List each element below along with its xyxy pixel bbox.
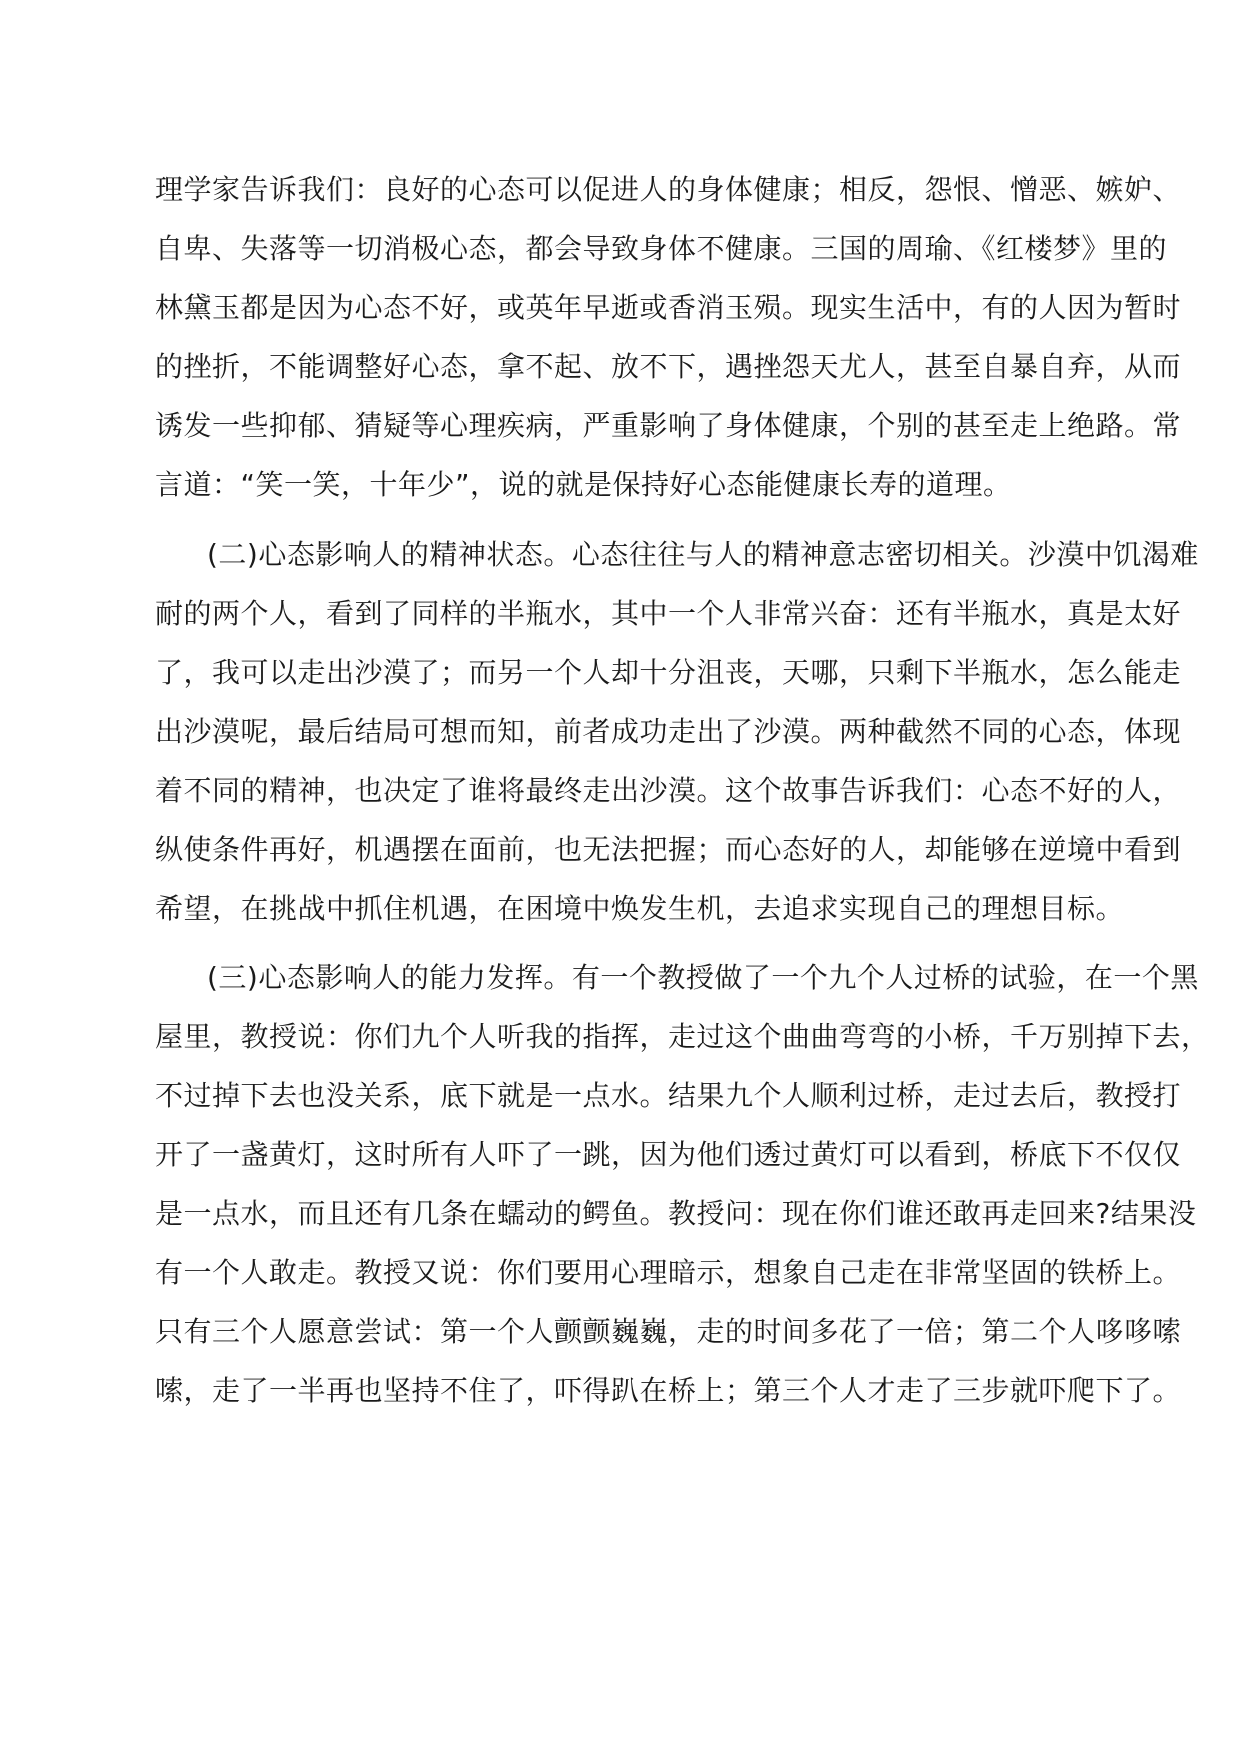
text-line: 屋里，教授说：你们九个人听我的指挥，走过这个曲曲弯弯的小桥，千万别掉下去， [155,1020,1210,1053]
text-line: 是一点水，而且还有几条在蠕动的鳄鱼。教授问：现在你们谁还敢再走回来?结果没 [155,1197,1197,1230]
text-line: 自卑、失落等一切消极心态，都会导致身体不健康。三国的周瑜、《红楼梦》里的 [155,232,1168,265]
text-line: 的挫折，不能调整好心态，拿不起、放不下，遇挫怨天尤人，甚至自暴自弃，从而 [155,350,1182,383]
text-line: 开了一盏黄灯，这时所有人吓了一跳，因为他们透过黄灯可以看到，桥底下不仅仅 [155,1138,1182,1171]
text-line: 诱发一些抑郁、猜疑等心理疾病，严重影响了身体健康，个别的甚至走上绝路。常 [155,409,1182,442]
text-line: 了，我可以走出沙漠了；而另一个人却十分沮丧，天哪，只剩下半瓶水，怎么能走 [155,656,1182,689]
text-line: 耐的两个人，看到了同样的半瓶水，其中一个人非常兴奋：还有半瓶水，真是太好 [155,597,1182,630]
text-line: 纵使条件再好，机遇摆在面前，也无法把握；而心态好的人，却能够在逆境中看到 [155,833,1182,866]
text-line: 林黛玉都是因为心态不好，或英年早逝或香消玉殒。现实生活中，有的人因为暂时 [155,291,1182,324]
text-line: 言道：“笑一笑，十年少”，说的就是保持好心态能健康长寿的道理。 [155,468,1012,501]
text-line: 出沙漠呢，最后结局可想而知，前者成功走出了沙漠。两种截然不同的心态，体现 [155,715,1182,748]
text-line: 有一个人敢走。教授又说：你们要用心理暗示，想象自己走在非常坚固的铁桥上。 [155,1256,1182,1289]
text-line: 着不同的精神，也决定了谁将最终走出沙漠。这个故事告诉我们：心态不好的人， [155,774,1182,807]
text-line: (三)心态影响人的能力发挥。有一个教授做了一个九个人过桥的试验，在一个黑 [207,961,1199,994]
text-line: (二)心态影响人的精神状态。心态往往与人的精神意志密切相关。沙漠中饥渴难 [207,538,1199,571]
text-line: 理学家告诉我们：良好的心态可以促进人的身体健康；相反，怨恨、憎恶、嫉妒、 [155,173,1182,206]
text-line: 不过掉下去也没关系，底下就是一点水。结果九个人顺利过桥，走过去后，教授打 [155,1079,1182,1112]
text-line: 只有三个人愿意尝试：第一个人颤颤巍巍，走的时间多花了一倍；第二个人哆哆嗦 [155,1315,1182,1348]
text-line: 希望，在挑战中抓住机遇，在困境中焕发生机，去追求实现自己的理想目标。 [155,892,1125,925]
text-line: 嗦，走了一半再也坚持不住了，吓得趴在桥上；第三个人才走了三步就吓爬下了。 [155,1374,1182,1407]
